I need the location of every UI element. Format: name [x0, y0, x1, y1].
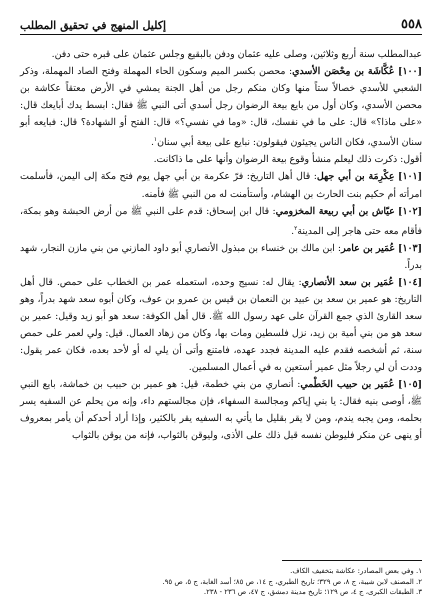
entry-103	[20, 240, 422, 274]
entry-number: [١٠٣]	[398, 242, 423, 254]
entry-101	[20, 168, 422, 202]
entry-105	[20, 376, 422, 444]
main-text	[20, 46, 422, 444]
entry-text: : قال ابن إسحاق: قدم على النبي ﷺ من أرض الحبشة وهو بمكة، فأقام معه حتى هاجر إلى المدينة	[20, 205, 422, 237]
paragraph-text: عبدالمطلب سنة أربع وثلاثين، وصلى عليه عثمان ودفن بالبقيع وجلس عثمان على قبره حتى دفن.	[51, 49, 422, 60]
entry-name: عِكْرِمَة بن أبي جهل	[316, 171, 395, 183]
entry-text: : قال أهل التاريخ: فرّ عكرمة بن أبي جهل يوم فتح مكة إلى اليمن، فأسلمت امرأته أم حكيم بنت الحارث بن الهشام، وأستأمنت له من النبي ﷺ فأمنه.	[20, 171, 422, 200]
entry-text: : ابن مالك بن خنساء بن مبذول الأنصاري أبو داود المازني من بني مازن النجار، شهد بدراً.	[20, 242, 422, 271]
footnotes	[20, 566, 422, 598]
entry-name: عُمَير بن عامر	[341, 242, 396, 254]
entry-100: [١٠٠] عُكَّاشَة بن مِحْصَن الأسدي: محصن بكسر الميم وسكون الحاء المهملة وفتح الصاد المهملة، وذكر الشعبي للأسدي خصالاً ستاً منها وكان منكم رجل من أهل الجنة يمشي في الأرض معتقاً عكاشة بن محصن الأسدي، وكان أول من بايع بيعة الرضوان رجل أسدي أتى النبي ﷺ فقال: ابسط يدك أبايعك قال: «على ماذا؟» قال: على ما في نفسك، قال: «وما في نفسي؟» قال: الفتح أو الشهادة؟ قال: فبايعه أبو سنان الأسدي، فكان الناس يجيئون فيقولون: نبايع على بيعة أبي سنان$^١$.	[20, 66, 423, 149]
entry-102: [١٠٢] عيّاش بن أبي ربيعة المخزومي: قال ابن إسحاق: قدم على النبي ﷺ من أرض الحبشة وهو بمكة، فأقام معه حتى هاجر إلى المدينة$^٢$.	[20, 205, 423, 237]
entry-text: : محصن بكسر الميم وسكون الحاء المهملة وفتح الصاد المهملة، وذكر الشعبي للأسدي خصالاً ستاً منها وكان منكم رجل من أهل الجنة يمشي في الأرض معتقاً عكاشة بن محصن الأسدي، وكان أول من بايع بيعة الرضوان رجل أسدي أتى النبي ﷺ فقال: ابسط يدك أبايعك قال: «على ماذا؟» قال: على ما في نفسك، قال: «وما في نفسي؟» قال: الفتح أو الشهادة؟ قال: فبايعه أبو سنان الأسدي، فكان الناس يجيئون فيقولون: نبايع على بيعة أبي سنان	[20, 66, 422, 149]
footnote: ٢. المصنف لابن شيبة، ج ٨، ص ٣٢٩؛ تاريخ الطبري، ج ١٤، ص ٨٥؛ أسد الغابة، ج ٥، ص ٩٥.	[162, 577, 422, 586]
entry-number: [١٠١]	[398, 171, 422, 183]
page-number: ٥٥٨	[401, 17, 422, 32]
footnote-ref: ٢	[294, 224, 298, 232]
running-title: إكليل المنهج في تحقيق المطلب	[20, 19, 167, 32]
entry-name: عُمَير بن سعد الأنصاري	[301, 276, 394, 288]
entry-name: عُمَير بن حبيب الخَطْمي	[300, 379, 395, 391]
entry-text: : يقال له: نسيج وحده، استعمله عمر بن الخطاب على حمص. قال أهل التاريخ: هو عمير بن سعد بن عبيد بن النعمان بن قيس بن عمرو بن عوف، وكان أبوه سعد شهد بدراً، وهو سعد القارئ الذي جمع القرآن على عهد رسول الله ﷺ. قال أهل الكوفة: سعد هو أبو زيد وقيل: عمير بن سعد هو من بني أمية بن زيد، نزل فلسطين ومات بها، وكان من زهاد العمال. قيل: ولي لعمر على حمص سنة، ثم أشخصه فقدم عليه المدينة فجدد عهده، فامتنع وأتى أن يلي له أو لأحد بعده، فكان عمر يقول: وددت أن لي رجلاً مثل عمير أستعين به في أعمال المسلمين.	[20, 276, 422, 374]
entry-number: [١٠٠]	[398, 66, 423, 78]
paragraph	[20, 151, 422, 168]
entry-number: [١٠٥]	[398, 379, 422, 391]
footnote-ref: ١	[153, 136, 158, 144]
paragraph-text: أقول: ذكرت ذلك ليعلم منشأ وقوع بيعة الرضوان وأنها على ما ذاكانت.	[153, 154, 422, 166]
footnote: ١. وفي بعض المصادر: عكاشة بتخفيف الكاف.	[290, 567, 422, 575]
entry-name: عُكَّاشَة بن مِحْصَن الأسدي	[292, 66, 395, 78]
footnote: ٣. الطبقات الكبرى، ج ٤، ص ١٢٩؛ تاريخ مدينة دمشق، ج ٤٧، ص ٢٣٦ - ٢٣٨.	[203, 588, 422, 596]
page-header	[20, 10, 422, 35]
footnote-divider	[282, 560, 422, 561]
entry-name: عيّاش بن أبي ربيعة المخزومي	[275, 205, 395, 217]
entry-text: : أنصاري من بني خطمة، قيل: هو عمير بن حبيب بن خماشة، بايع النبي ﷺ، أوصى بنيه فقال: يا بني إياكم ومجالسة السفهاء، فإن مجالستهم داء، وإنه من يحلم عن السفيه يسر بحلمه، ومن يجبه يندم، ومن لا يقر بقليل ما يأتي به السفيه يقر بالكثير، وإذا أراد أحدكم أن يأمر بمعروف أو ينهى عن منكر فليوطن نفسه قبل ذلك على الأذى، وليوقن بالثواب، فإنه من يوقن بالثواب	[20, 379, 422, 442]
entry-number: [١٠٢]	[398, 205, 423, 217]
paragraph	[20, 46, 422, 63]
entry-104	[20, 274, 422, 376]
entry-number: [١٠٤]	[398, 276, 423, 288]
